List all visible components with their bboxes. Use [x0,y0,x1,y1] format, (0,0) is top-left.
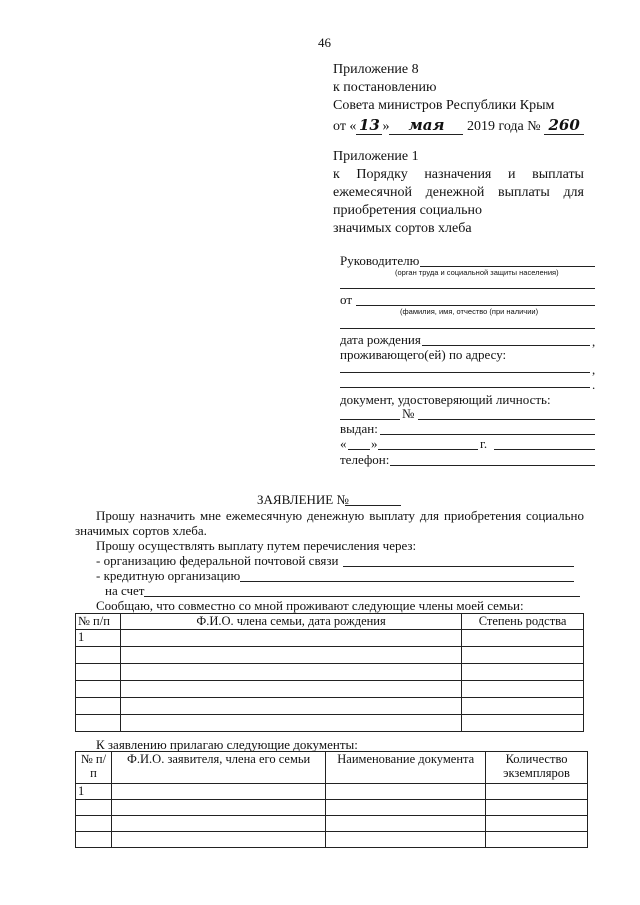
family-cell[interactable] [120,630,461,647]
issue-date-close: » [371,436,378,451]
option-credit: - кредитную организацию [96,568,241,583]
family-cell[interactable] [462,698,584,715]
document-label: документ, удостоверяющий личность: [340,392,551,407]
word: денежной [425,185,485,200]
account-field[interactable] [144,596,580,597]
family-cell[interactable] [462,647,584,664]
from-label: от [340,292,353,307]
documents-intro: К заявлению прилагаю следующие документы: [96,737,358,752]
issue-month-field[interactable] [378,449,478,450]
family-intro: Сообщаю, что совместно со мной проживают следующие члены моей семьи: [96,598,524,613]
docs-cell[interactable] [326,832,486,848]
family-cell[interactable] [462,630,584,647]
word: и [507,167,516,182]
family-table-row [76,664,584,681]
decree-date-line [333,116,584,135]
handwritten-decree-number: 260 [544,116,584,135]
docs-col-document: Наименование документа [326,752,486,784]
family-cell: 1 [76,630,121,647]
option-post: - организацию федеральной почтовой связи [96,553,339,568]
from-hint: (фамилия, имя, отчество (при наличии) [400,307,539,316]
word: для [563,185,584,200]
docs-cell[interactable] [486,800,588,816]
page-number: 46 [318,35,331,50]
family-cell[interactable] [120,698,461,715]
word: выплаты [497,185,550,200]
phone-field[interactable] [390,465,595,466]
number-sign: № [402,406,415,421]
family-table-row [76,647,584,664]
family-cell[interactable] [462,715,584,732]
fullname-field-line2[interactable] [340,328,595,329]
appendix8-line3: Совета министров Республики Крым [333,98,555,113]
date-year: 2019 года № [466,119,541,134]
appendix1-line5: значимых сортов хлеба [333,221,472,236]
post-office-field[interactable] [343,566,574,567]
residing-label: проживающего(ей) по адресу: [340,347,507,362]
appendix8-line2: к постановлению [333,80,437,95]
account-label: на счет [105,583,145,598]
comma-mark: , [592,362,596,377]
documents-table [75,751,588,848]
docs-cell[interactable] [326,816,486,832]
statement-number-field[interactable] [345,505,401,506]
docs-col-number: № п/п [76,752,112,784]
family-cell [76,647,121,664]
docs-col-count: Количество экземпляров [486,752,588,784]
documents-table-row [76,784,588,800]
docs-cell [76,816,112,832]
head-hint: (орган труда и социальной защиты населения) [395,268,559,277]
address-field-line1[interactable] [340,372,590,373]
fullname-field[interactable] [356,305,595,306]
issue-year-suffix: г. [480,436,488,451]
appendix1-line1: Приложение 1 [333,149,419,164]
statement-title: ЗАЯВЛЕНИЕ № [257,492,349,507]
head-field-line2[interactable] [340,288,595,289]
documents-table-header [76,752,588,784]
appendix1-line2 [333,167,584,183]
docs-cell[interactable] [326,784,486,800]
family-table-row [76,630,584,647]
comma-mark: , [592,334,596,349]
head-field[interactable] [420,266,595,267]
issue-year-field[interactable] [494,449,595,450]
family-table-row [76,715,584,732]
request-line1: Прошу назначить мне ежемесячную денежную выплату для приобретения социально [96,508,584,523]
birth-date-field[interactable] [422,345,590,346]
docs-cell [76,832,112,848]
appendix1-line4: приобретения социально [333,203,482,218]
word: назначения [424,167,492,182]
docs-cell[interactable] [111,832,325,848]
family-col-relation: Степень родства [462,614,584,630]
credit-org-field[interactable] [240,581,574,582]
issued-label: выдан: [340,421,378,436]
word: к [333,167,340,182]
period-mark: . [592,377,596,392]
family-cell [76,681,121,698]
request-line2: значимых сортов хлеба. [75,523,207,538]
family-cell[interactable] [120,664,461,681]
family-cell[interactable] [462,664,584,681]
family-col-number: № п/п [76,614,121,630]
word: выплаты [532,167,584,182]
date-sep: » [382,119,390,134]
word: ежемесячной [333,185,413,200]
payment-line: Прошу осуществлять выплату путем перечисления через: [96,538,417,553]
docs-col-name: Ф.И.О. заявителя, члена его семьи [111,752,325,784]
family-cell[interactable] [120,715,461,732]
document-number-field[interactable] [418,419,595,420]
documents-table-row [76,832,588,848]
docs-cell[interactable] [486,816,588,832]
issue-date-open: « [340,436,347,451]
docs-cell [76,800,112,816]
family-cell[interactable] [462,681,584,698]
docs-cell[interactable] [486,784,588,800]
date-prefix: от « [333,119,357,134]
birth-label: дата рождения [340,332,421,347]
family-col-name: Ф.И.О. члена семьи, дата рождения [120,614,461,630]
document-series-field[interactable] [340,419,400,420]
documents-table-row [76,800,588,816]
documents-table-row [76,816,588,832]
appendix1-line3 [333,185,584,201]
family-cell[interactable] [120,681,461,698]
docs-cell[interactable] [486,832,588,848]
word: Порядку [356,167,408,182]
docs-cell[interactable] [111,800,325,816]
family-table-row [76,698,584,715]
docs-cell[interactable] [326,800,486,816]
handwritten-day: 13 [356,116,382,135]
appendix8-line1: Приложение 8 [333,62,419,77]
family-cell [76,715,121,732]
head-label: Руководителю [340,253,420,268]
handwritten-month: мая [389,116,463,135]
docs-cell[interactable] [111,816,325,832]
family-cell [76,698,121,715]
address-field-line2[interactable] [340,387,590,388]
issue-day-field[interactable] [348,449,370,450]
family-table [75,613,584,732]
family-table-header [76,614,584,630]
docs-cell: 1 [76,784,112,800]
family-cell[interactable] [120,647,461,664]
phone-label: телефон: [340,452,390,467]
issued-field[interactable] [380,434,595,435]
docs-cell[interactable] [111,784,325,800]
family-cell [76,664,121,681]
family-table-row [76,681,584,698]
